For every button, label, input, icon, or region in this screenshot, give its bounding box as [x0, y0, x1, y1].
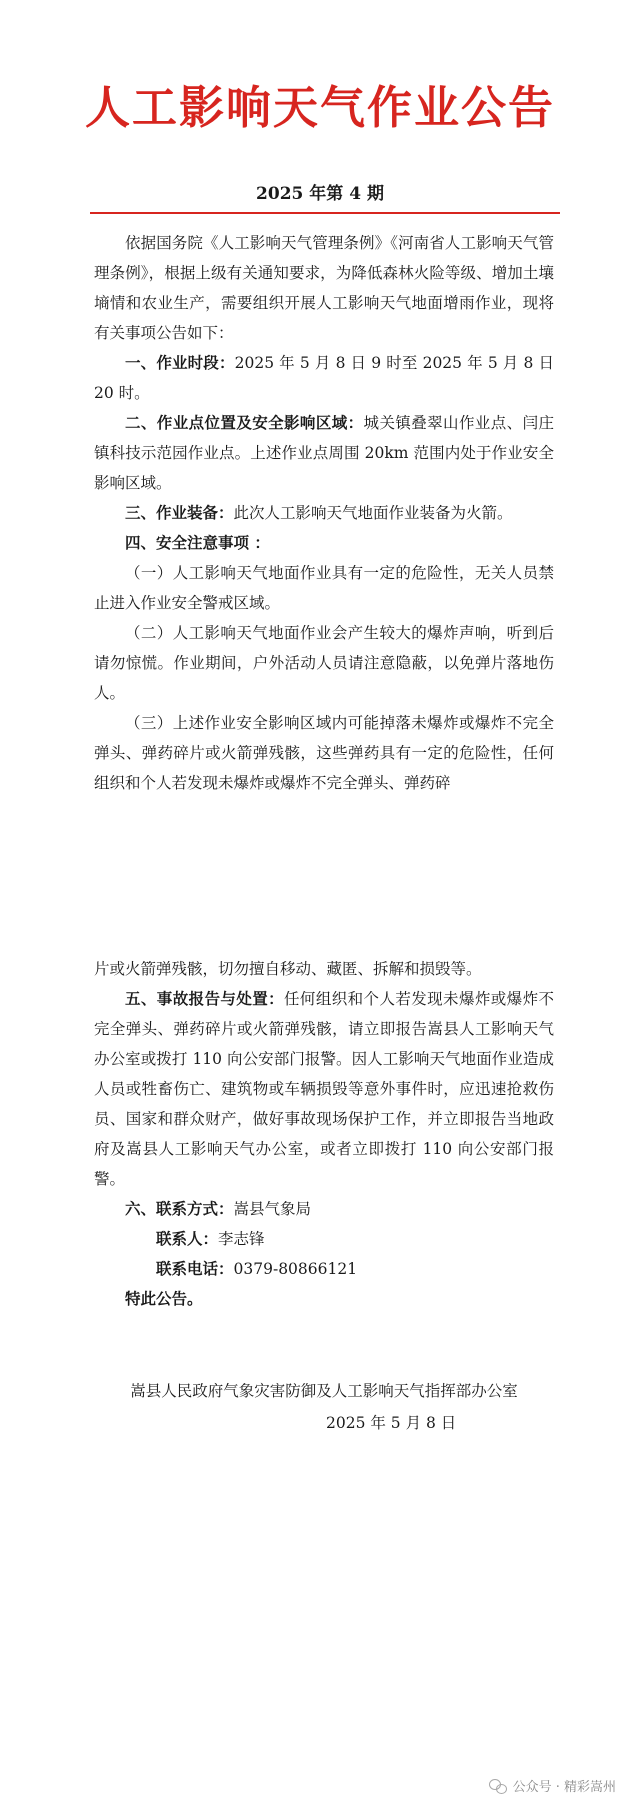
closing-statement: 特此公告。	[125, 1289, 203, 1308]
issue-date: 2025 年 5 月 8 日	[326, 1414, 457, 1432]
section-2	[94, 408, 554, 498]
section-1-label: 一、作业时段：	[125, 353, 235, 372]
section-5-text: 任何组织和个人若发现未爆炸或爆炸不完全弹头、弹药碎片或火箭弹残骸，请立即报告嵩县人工影响天气办公室或拨打 110 向公安部门报警。因人工影响天气地面作业造成人员或牲畜伤亡、建筑物或车辆损毁等意外事件时，应迅速抢救伤员、国家和群众财产，做好事故现场保护工作，并立即报告当地政府及嵩县人工影响天气办公室，或者立即拨打 110 向公安部门报警。	[94, 990, 554, 1188]
section-6-text: 嵩县气象局	[233, 1200, 312, 1218]
source-watermark	[489, 1776, 616, 1795]
body-lower	[94, 954, 554, 1314]
contact-person-name: 李志锋	[218, 1230, 265, 1248]
title-divider	[90, 212, 560, 214]
document-title: 人工影响天气作业公告	[84, 81, 555, 134]
safety-note-3-part-1: （三）上述作业安全影响区域内可能掉落未爆炸或爆炸不完全弹头、弹药碎片或火箭弹残骸，这些弹药具有一定的危险性，任何组织和个人若发现未爆炸或爆炸不完全弹头、弹药碎	[94, 714, 554, 792]
safety-note-3-part-2: 片或火箭弹残骸，切勿擅自移动、藏匿、拆解和损毁等。	[94, 960, 482, 978]
section-4-heading: 四、安全注意事项 ：	[125, 533, 270, 552]
intro-paragraph: 依据国务院《人工影响天气管理条例》《河南省人工影响天气管理条例》，根据上级有关通知要求，为降低森林火险等级、增加土壤墒情和农业生产，需要组织开展人工影响天气地面增雨作业，现将有关事项公告如下：	[94, 234, 554, 342]
issuing-office: 嵩县人民政府气象灾害防御及人工影响天气指挥部办公室	[130, 1382, 518, 1400]
section-2-label: 二、作业点位置及安全影响区域：	[125, 413, 364, 432]
contact-phone-label: 联系电话：	[156, 1259, 234, 1278]
watermark-text: 公众号 · 精彩嵩州	[512, 1780, 616, 1795]
section-3-text: 此次人工影响天气地面作业装备为火箭。	[233, 504, 513, 522]
contact-phone	[94, 1254, 554, 1284]
section-3	[94, 498, 554, 528]
wechat-icon	[489, 1779, 507, 1793]
issue-number: 2025 年第 4 期	[256, 184, 384, 204]
section-3-label: 三、作业装备：	[125, 503, 234, 522]
safety-note-1: （一）人工影响天气地面作业具有一定的危险性，无关人员禁止进入作业安全警戒区域。	[94, 564, 554, 612]
body-upper	[94, 228, 554, 798]
section-6	[94, 1194, 554, 1224]
section-1	[94, 348, 554, 408]
section-6-label: 六、联系方式：	[125, 1199, 234, 1218]
contact-person-label: 联系人：	[156, 1229, 219, 1248]
section-1-text: 2025 年 5 月 8 日 9 时至 2025 年 5 月 8 日 20 时。	[94, 354, 554, 402]
contact-phone-number: 0379-80866121	[233, 1260, 358, 1278]
safety-note-2: （二）人工影响天气地面作业会产生较大的爆炸声响，听到后请勿惊慌。作业期间，户外活动人员请注意隐蔽，以免弹片落地伤人。	[94, 624, 554, 702]
contact-person	[94, 1224, 554, 1254]
section-5	[94, 984, 554, 1194]
section-5-label: 五、事故报告与处置：	[125, 989, 285, 1008]
section-2-text: 城关镇叠翠山作业点、闫庄镇科技示范园作业点。上述作业点周围 20km 范围内处于作业安全影响区域。	[94, 414, 554, 492]
